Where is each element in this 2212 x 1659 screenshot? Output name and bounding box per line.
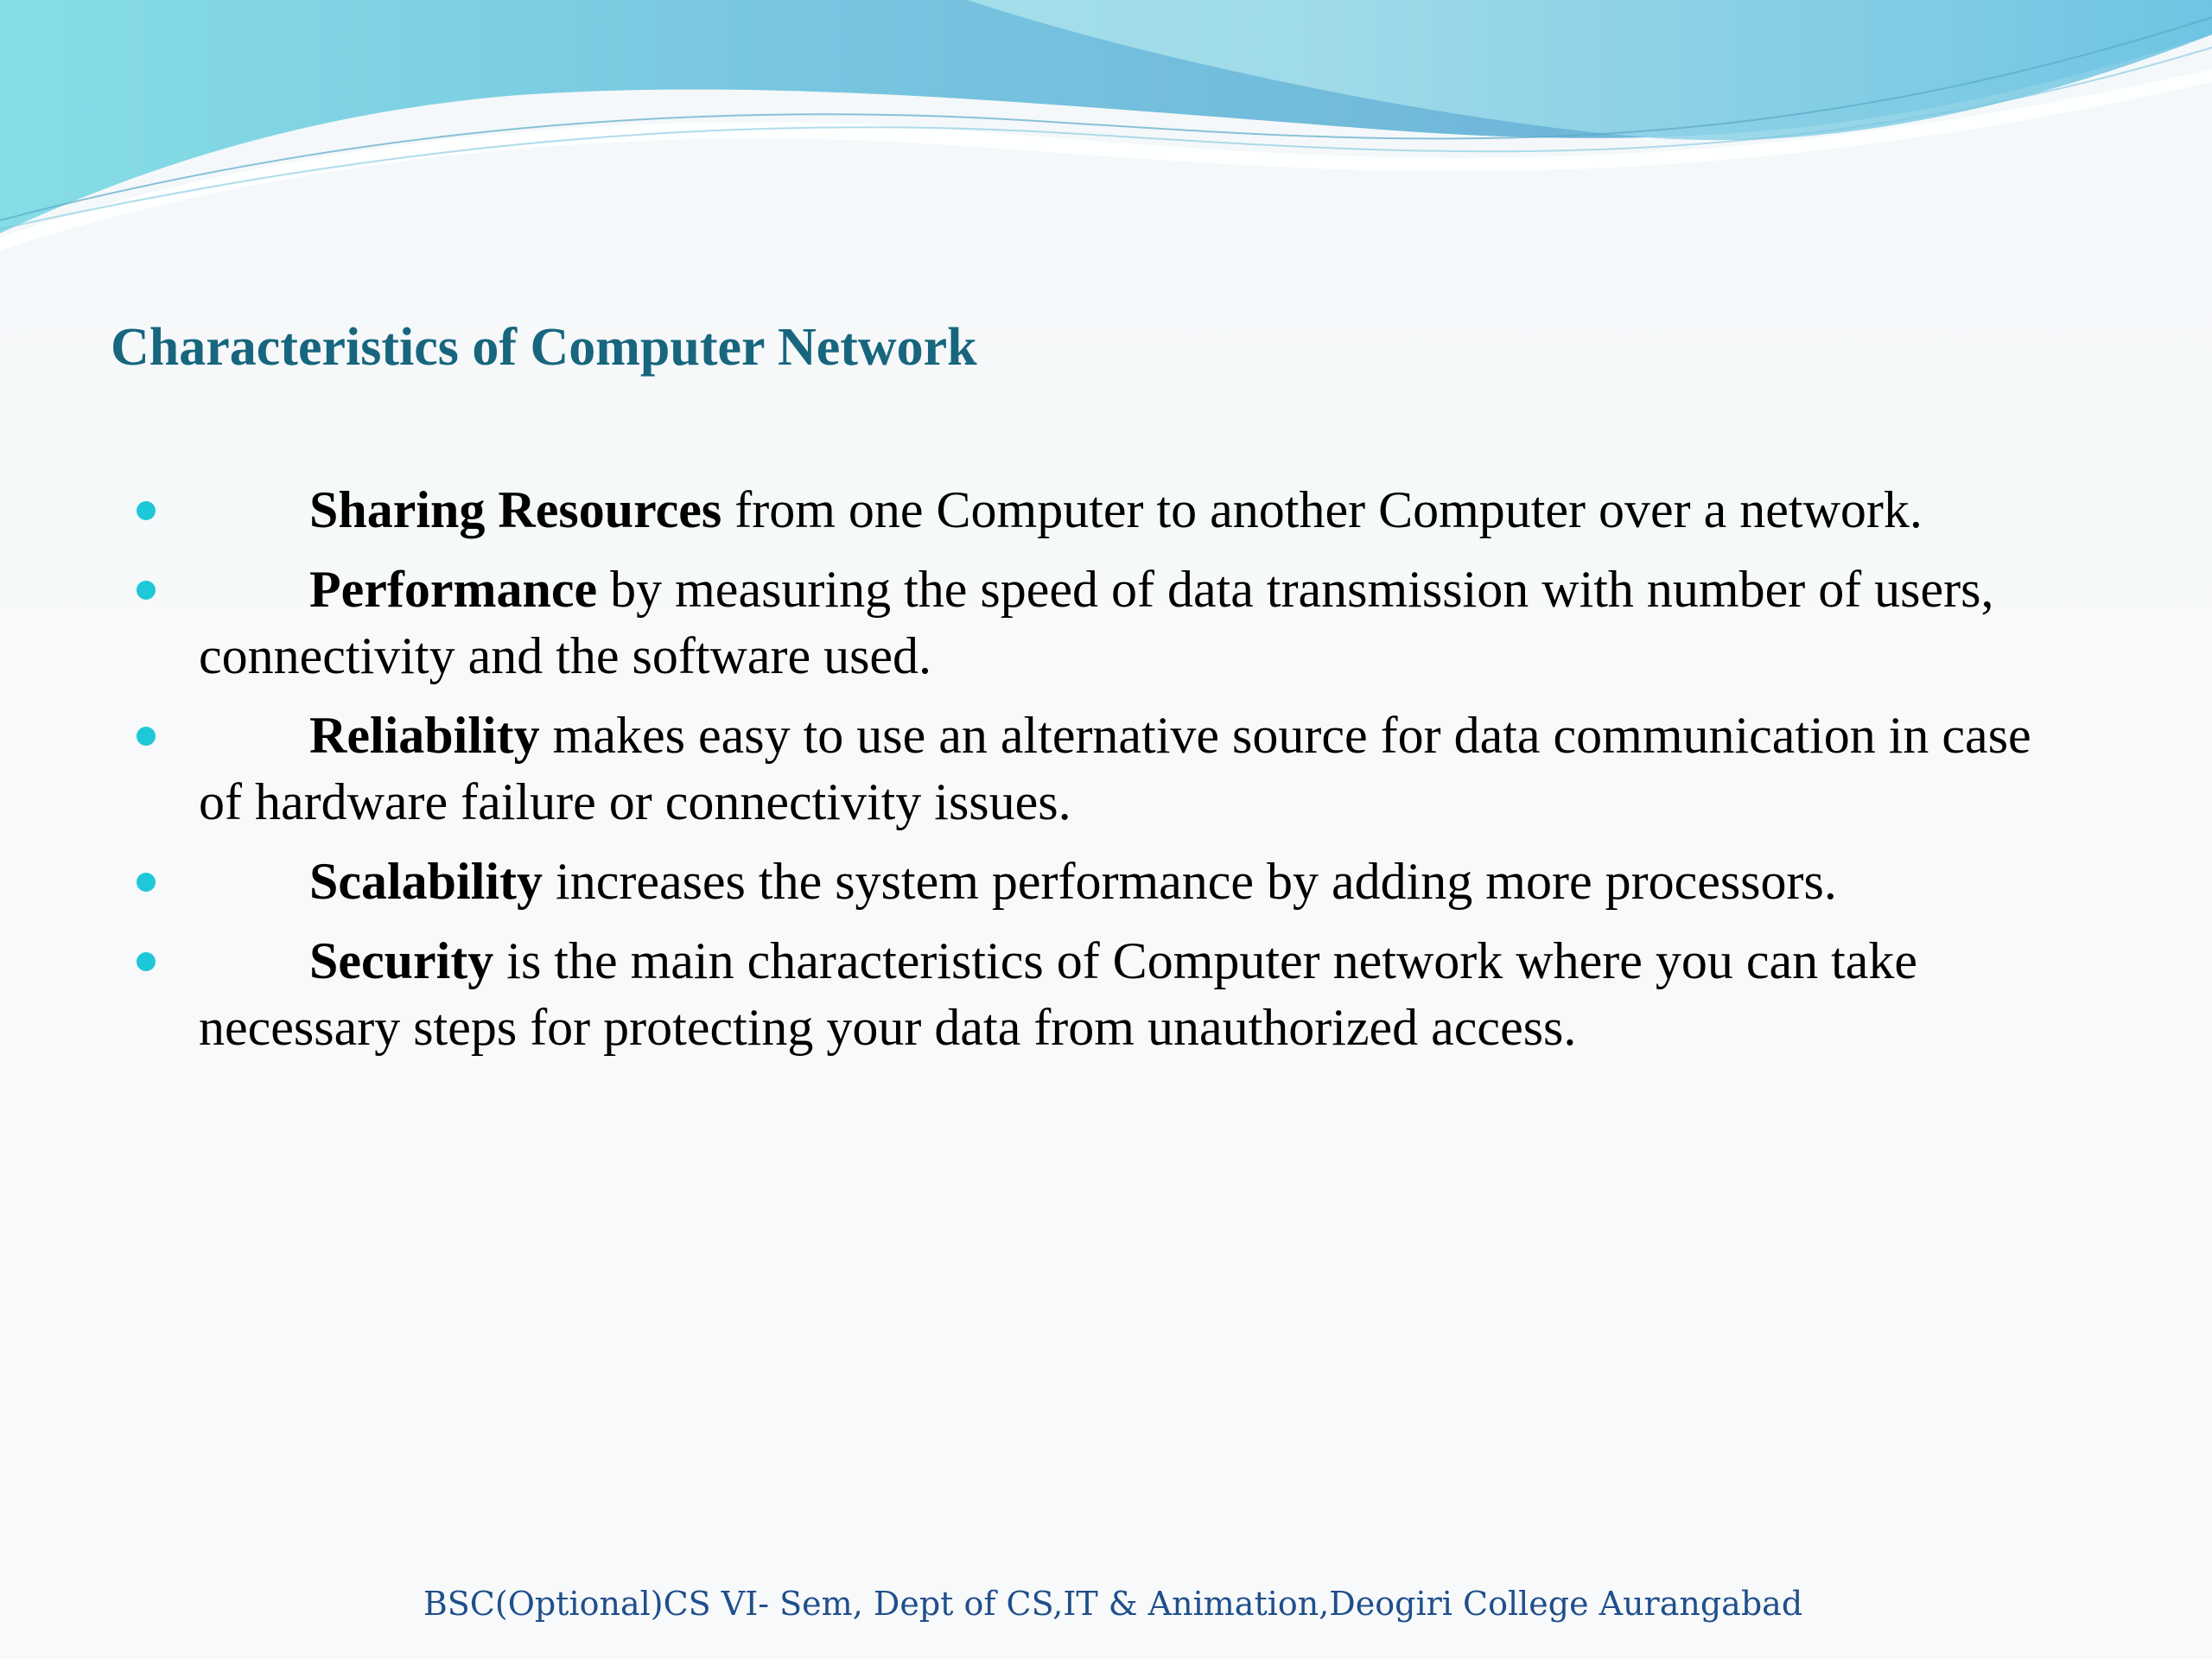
slide-title: Characteristics of Computer Network xyxy=(111,318,977,377)
bullet-dot-icon xyxy=(137,581,156,600)
bullet-item xyxy=(199,477,2048,543)
bullet-description: by measuring the speed of data transmission with number of users, connectivity and the software used. xyxy=(199,561,1994,684)
bullet-text xyxy=(199,556,2048,690)
bullet-text xyxy=(199,477,2048,543)
bullet-dot-icon xyxy=(137,952,156,971)
bullet-term: Reliability xyxy=(309,707,540,764)
bullet-description: makes easy to use an alternative source for data communication in case of hardware failure or connectivity issues. xyxy=(199,707,2031,830)
decorative-header-wave xyxy=(0,0,2212,259)
bullet-term: Scalability xyxy=(309,853,543,910)
bullet-term: Security xyxy=(309,932,494,989)
bullet-description: is the main characteristics of Computer network where you can take necessary steps for protecting your data from unauthorized access. xyxy=(199,932,1918,1056)
bullet-dot-icon xyxy=(137,501,156,520)
bullet-text xyxy=(199,849,2048,915)
bullet-item xyxy=(199,928,2048,1061)
bullet-description: from one Computer to another Computer over a network. xyxy=(721,481,1923,538)
bullet-term: Performance xyxy=(309,561,598,618)
bullet-item xyxy=(199,556,2048,690)
bullet-term: Sharing Resources xyxy=(309,481,722,538)
bullet-text xyxy=(199,702,2048,836)
bullet-item xyxy=(199,702,2048,836)
slide-footer: BSC(Optional)CS VI- Sem, Dept of CS,IT & Animation,Deogiri College Aurangabad xyxy=(423,1585,1803,1623)
bullet-dot-icon xyxy=(137,873,156,892)
bullet-text xyxy=(199,928,2048,1061)
bullet-description: increases the system performance by adding more processors. xyxy=(543,853,1837,910)
bullet-item xyxy=(199,849,2048,915)
bullet-list xyxy=(199,477,2048,1074)
bullet-dot-icon xyxy=(137,727,156,746)
